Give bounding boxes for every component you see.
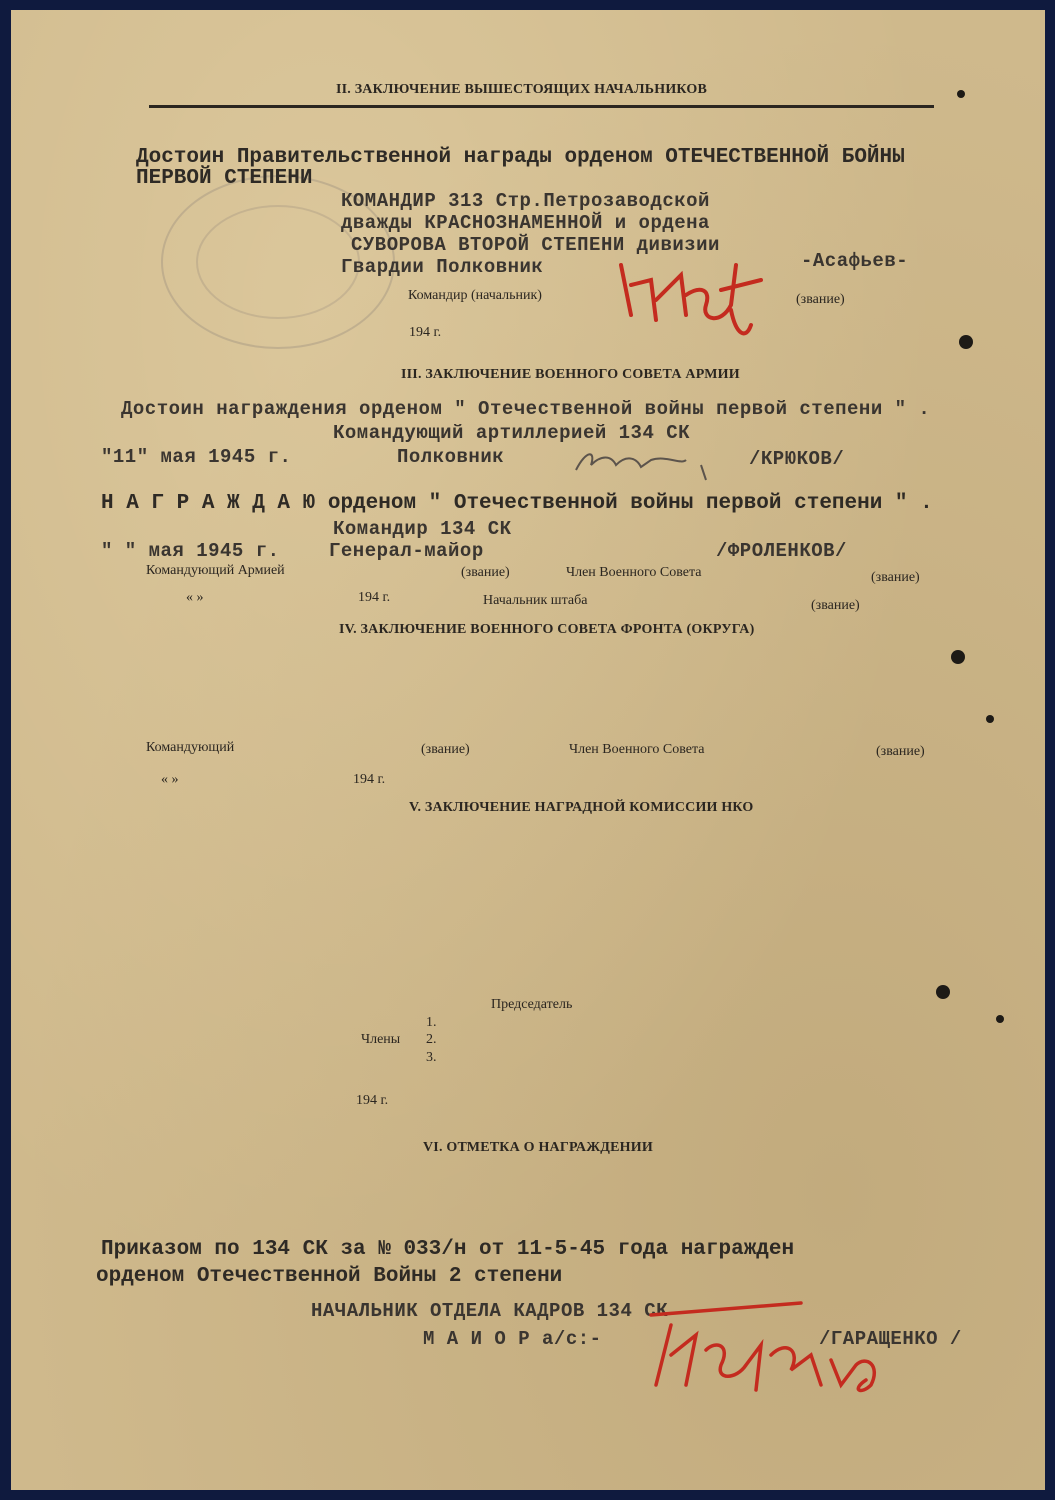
label-rank: (звание) — [796, 292, 845, 307]
name-krukov: /КРЮКОВ/ — [749, 448, 845, 470]
section-2-year: 194 г. — [409, 325, 442, 340]
name-garashchenko: /ГАРАЩЕНКО / — [819, 1328, 962, 1350]
order-line-2: орденом Отечественной Войны 2 степени — [96, 1265, 563, 1288]
punch-hole — [957, 90, 965, 98]
date-2: " " мая 1945 г. — [101, 540, 280, 562]
label-chairman: Председатель — [491, 997, 573, 1012]
label-council-member: Член Военного Совета — [569, 742, 705, 757]
label-council-member: Член Военного Совета — [566, 565, 702, 580]
red-signature-asafiev — [611, 245, 791, 345]
section-2-heading: II. ЗАКЛЮЧЕНИЕ ВЫШЕСТОЯЩИХ НАЧАЛЬНИКОВ — [336, 82, 708, 97]
punch-hole — [951, 650, 965, 664]
faded-seal-inner — [196, 205, 360, 319]
commander-line2: дважды КРАСНОЗНАМЕННОЙ и ордена — [341, 212, 710, 234]
major-rank: М А И О Р а/с:- — [423, 1328, 602, 1350]
commander-line1: КОМАНДИР 313 Стр.Петрозаводской — [341, 190, 710, 212]
date-quotes: « » — [161, 772, 179, 787]
hr-chief: НАЧАЛЬНИК ОТДЕЛА КАДРОВ 134 СК — [311, 1300, 669, 1322]
section-5-year: 194 г. — [356, 1093, 389, 1108]
label-rank: (звание) — [811, 598, 860, 613]
order-line-1: Приказом по 134 СК за № 033/н от 11-5-45 года награжден — [101, 1238, 795, 1261]
award-decision: Н А Г Р А Ж Д А Ю орденом " Отечественной войны первой степени " . — [101, 492, 933, 515]
label-members: Члены — [361, 1032, 401, 1047]
label-chief-of-staff: Начальник штаба — [483, 593, 588, 608]
rank-2: Генерал-майор — [329, 540, 484, 562]
commander-line3: СУВОРОВА ВТОРОЙ СТЕПЕНИ дивизии — [351, 234, 720, 256]
member-2: 2. — [426, 1032, 437, 1047]
award-sheet-page — [11, 10, 1045, 1490]
commander-line4: Гвардии Полковник — [341, 256, 544, 278]
section-4-year: 194 г. — [353, 772, 386, 787]
member-3: 3. — [426, 1050, 437, 1065]
rank-1: Полковник — [397, 446, 505, 468]
section-2-verdict-line2: ПЕРВОЙ СТЕПЕНИ — [136, 167, 313, 190]
label-commander: Командир (начальник) — [408, 288, 542, 303]
label-commander: Командующий — [146, 740, 235, 755]
section-3-verdict: Достоин награждения орденом " Отечественной войны первой степени " . — [121, 398, 931, 420]
label-rank: (звание) — [421, 742, 470, 757]
section-3-heading: III. ЗАКЛЮЧЕНИЕ ВОЕННОГО СОВЕТА АРМИИ — [401, 367, 740, 382]
punch-hole — [986, 715, 994, 723]
signature-krukov — [571, 445, 731, 485]
label-army-commander: Командующий Армией — [146, 563, 285, 578]
punch-hole — [936, 985, 950, 999]
punch-hole — [959, 335, 973, 349]
member-1: 1. — [426, 1015, 437, 1030]
section-6-heading: VI. ОТМЕТКА О НАГРАЖДЕНИИ — [423, 1140, 653, 1155]
date-quotes: « » — [186, 590, 204, 605]
label-rank: (звание) — [876, 744, 925, 759]
name-frolenkov: /ФРОЛЕНКОВ/ — [716, 540, 847, 562]
label-rank: (звание) — [871, 570, 920, 585]
commander-name: -Асафьев- — [801, 250, 909, 272]
date-1: "11" мая 1945 г. — [101, 446, 292, 468]
section-2-verdict-line1: Достоин Правительственной награды орденом ОТЕЧЕСТВЕННОЙ БОЙНЫ — [136, 146, 905, 169]
section-4-heading: IV. ЗАКЛЮЧЕНИЕ ВОЕННОГО СОВЕТА ФРОНТА (ОКРУГА) — [339, 622, 755, 637]
label-rank: (звание) — [461, 565, 510, 580]
artillery-commander: Командующий артиллерией 134 СК — [333, 422, 691, 444]
punch-hole — [996, 1015, 1004, 1023]
heading-rule — [149, 105, 934, 108]
section-3-year: 194 г. — [358, 590, 391, 605]
red-signature-garashchenko — [571, 1295, 931, 1405]
corps-commander: Командир 134 СК — [333, 518, 512, 540]
section-5-heading: V. ЗАКЛЮЧЕНИЕ НАГРАДНОЙ КОМИССИИ НКО — [409, 800, 754, 815]
